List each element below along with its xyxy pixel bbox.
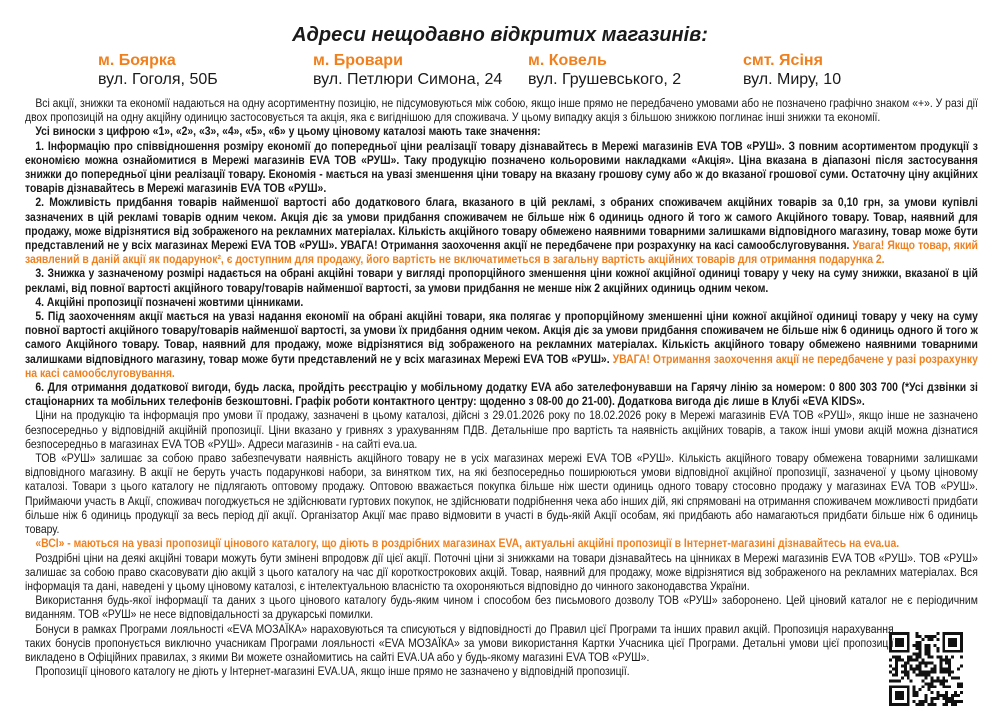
qr-module	[930, 703, 933, 706]
qr-module	[942, 679, 945, 682]
qr-module	[930, 685, 933, 688]
qr-module	[913, 688, 916, 691]
footnote-2-text: 2. Можливість придбання товарів найменшої вартості або додаткового блага, вказаного в цій рекламі, з обраних споживачем акційних товарів за 0,10 грн, за умови купівлі зазначених в цій рекламі товарів одним чеком. Акція діє за умови придбання споживачем не більше ніж 6 одиниць одного й того ж самого Акційного товару. Товар, наявний для продажу, може відрізнятися від зображеного на рекламних матеріалах. Кількість акційного товару обмежено наявними товарними залишками відповідного магазину, товар може бути представлений не у всіх магазинах Мережі EVA ТОВ «РУШ». УВАГА! Отримання заохочення акції не передбачене при розрахунку на касі самообслуговування.	[25, 195, 978, 253]
qr-module	[913, 694, 916, 697]
qr-module	[925, 694, 928, 697]
qr-module	[910, 679, 913, 682]
qr-module	[942, 697, 945, 700]
qr-module	[930, 682, 933, 685]
footnote-1: 1. Інформацію про співвідношення розміру економії до попередньої ціни реалізації товару дізнавайтесь в Мережі магазинів EVA ТОВ «РУШ». З повним асортиментом продукції з економією можна ознайомитися в Мережі магазинів EVA ТОВ «РУШ». Таку продукцію позначено кольоровими накладками «Акція». Ціна вказана в діапазоні після застосування знижки до попередньої ціни реалізації товару. Економія - мається на увазі зменшення ціни товару на вказану грошову суму або ж до вказаної грошової суми. Остаточну ціну акційних товарів дізнавайтесь в Мережі магазинів EVA ТОВ «РУШ».	[25, 138, 978, 196]
qr-module	[948, 685, 951, 688]
qr-module	[945, 685, 948, 688]
qr-module	[939, 694, 942, 697]
qr-module	[930, 679, 933, 682]
qr-module	[895, 691, 904, 700]
qr-module	[948, 700, 951, 703]
qr-module	[954, 703, 957, 706]
qr-module	[933, 679, 936, 682]
qr-module	[936, 697, 939, 700]
qr-module	[933, 697, 936, 700]
qr-module	[960, 682, 963, 685]
qr-module	[913, 691, 916, 694]
store-city: м. Бровари	[313, 52, 403, 69]
qr-module	[939, 682, 942, 685]
qr-module	[954, 691, 957, 694]
qr-module	[916, 703, 919, 706]
qr-module	[939, 679, 942, 682]
qr-module	[945, 700, 948, 703]
qr-module	[960, 685, 963, 688]
qr-module	[930, 691, 933, 694]
qr-module	[945, 697, 948, 700]
qr-module	[954, 700, 957, 703]
qr-module	[948, 697, 951, 700]
qr-module	[942, 703, 945, 706]
store-boyarka	[98, 52, 218, 89]
qr-module	[933, 685, 936, 688]
qr-module	[936, 691, 939, 694]
footnote-4: 4. Акційні пропозиції позначені жовтими цінниками.	[35, 294, 304, 309]
qr-module	[913, 685, 916, 688]
qr-module	[919, 703, 922, 706]
qr-module	[942, 682, 945, 685]
qr-module	[925, 700, 928, 703]
qr-module	[942, 685, 945, 688]
qr-module	[930, 697, 933, 700]
qr-module	[892, 679, 895, 682]
qr-module	[922, 679, 925, 682]
qr-module	[919, 688, 922, 691]
paragraph-footnotes-intro: Усі виноски з цифрою «1», «2», «3», «4», «5», «6» у цьому ціновому каталозі мають таке значення:	[35, 124, 541, 139]
qr-module	[927, 682, 930, 685]
paragraph-online: Пропозиції цінового каталогу не діють у Інтернет-магазині EVA.UA, якщо інше прямо не зазначено у відповідній пропозиції.	[35, 664, 630, 679]
qr-module	[954, 694, 957, 697]
qr-module	[957, 682, 960, 685]
qr-module	[925, 682, 928, 685]
qr-module	[951, 700, 954, 703]
qr-module	[951, 703, 954, 706]
store-brovary	[313, 52, 502, 89]
qr-module	[916, 691, 919, 694]
qr-module	[898, 679, 901, 682]
footnote-2-warning: Увага! Якщо товар, який заявлений в даній акції як подарунок², є доступним для продажу, його вартість не включатиметься в загальну вартість акційних товарів для отримання подарунка 2.	[25, 238, 978, 267]
paragraph-bonus: Бонуси в рамках Програми лояльності «EVA МОЗАЇКА» нараховуються та списуються у відповідності до Правил цієї Програми та інших правил акцій. Пропозиція нарахування таких бонусів пропонується виключно учасникам Програми лояльності «EVA МОЗАЇКА» за умови використання Картки Учасника цієї Програми. Детальні умови цієї пропозиції викладено в Офіційних правилах, з якими Ви можете ознайомитись на сайті EVA.UA або у будь-якому магазині EVA ТОВ «РУШ».	[25, 621, 894, 664]
qr-module	[957, 700, 960, 703]
qr-module	[945, 703, 948, 706]
qr-module	[951, 697, 954, 700]
store-city: смт. Ясіня	[743, 52, 823, 69]
qr-module	[930, 700, 933, 703]
qr-module	[927, 688, 930, 691]
paragraph-general: Всі акції, знижки та економії надаються на одну асортиментну позицію, не підсумовуються між собою, якщо інше прямо не передбачено умовами або не позначено графічно знаком «+». У разі дії двох пропозицій на одну акційну одиницю застосовується та акція, яка є вигіднішою для споживача. У цьому випадку акція з більшою знижкою поглинає інші знижки та економії.	[25, 96, 978, 125]
footnote-5	[25, 309, 978, 380]
qr-module	[916, 694, 919, 697]
qr-module	[945, 691, 948, 694]
qr-module	[960, 691, 963, 694]
paragraph-usage: Використання будь-якої інформації та даних з цього цінового каталогу будь-яким чином і способом без письмового дозволу ТОВ «РУШ» заборонено. Цей ціновий каталог не є періодичним виданням. ТОВ «РУШ» не несе відповідальності за друкарські помилки.	[25, 593, 978, 622]
qr-module	[936, 679, 939, 682]
page-title: Адреси нещодавно відкритих магазинів:	[292, 24, 708, 46]
store-city: м. Боярка	[98, 52, 176, 69]
qr-module	[922, 700, 925, 703]
store-address: вул. Миру, 10	[743, 71, 842, 88]
qr-module	[957, 685, 960, 688]
qr-module	[927, 703, 930, 706]
qr-module	[945, 694, 948, 697]
qr-module	[960, 700, 963, 703]
store-address: вул. Грушевського, 2	[528, 71, 682, 88]
qr-module	[895, 679, 898, 682]
qr-module	[919, 700, 922, 703]
qr-module	[957, 694, 960, 697]
terms-text	[25, 96, 978, 678]
footnote-2	[25, 195, 978, 266]
qr-module	[889, 679, 892, 682]
store-kovel	[528, 52, 681, 89]
footnote-5-text: 5. Під заохоченням акції мається на увазі надання економії на обрані акційні товари, яка полягає у пропорційному зменшенні ціни кожної акційної одиниці товару у чеку на суму повної вартості акційного товару/товарів найменшої вартості, за умови їх придбання одним чеком. Акція діє за умови придбання споживачем не більше ніж 6 одиниць одного й того ж самого Акційного товару. Товар, наявний для продажу, може відрізнятися від зображеного на рекламних матеріалах. Кількість акційного товару обмежено наявними товарними залишками відповідного магазину, товар може бути представлений не у всіх магазинах Мережі EVA ТОВ «РУШ».	[25, 309, 978, 366]
paragraph-retail: Роздрібні ціни на деякі акційні товари можуть бути змінені впродовж дії цієї акції. Поточні ціни зі знижками на товари дізнавайтесь на цінниках в Мережі магазинів EVA ТОВ «РУШ». ТОВ «РУШ» залишає за собою право скасовувати дію акцій з цього каталогу на час дії короткострокових акцій. Товар, наявний для продажу, може відрізнятися від зображеного на рекламних матеріалах. Вся інформація та дані, наведені у цьому ціновому каталозі, є інтелектуальною власністю та охороняються відповідно до чинного законодавства України.	[25, 550, 978, 593]
qr-module	[925, 697, 928, 700]
qr-module	[922, 703, 925, 706]
qr-module	[942, 694, 945, 697]
footnote-3: 3. Знижка у зазначеному розмірі надається на обрані акційні товари у вигляді пропорційного зменшення ціни кожної акційної одиниці товару у чеку на суму знижки, вказаної в цій рекламі, від повної вартості акційного товару/товарів найменшої вартості, за умови придбання не менше ніж 2 акційних одиниць одним чеком.	[25, 266, 978, 295]
store-address: вул. Гоголя, 50Б	[98, 71, 218, 88]
paragraph-all-note: «ВСІ» - маються на увазі пропозиції цінового каталогу, що діють в роздрібних магазинах EVA, актуальні акційні пропозиції в Інтернет-магазині дізнавайтесь на eva.ua.	[35, 536, 900, 551]
footnote-5-warning: УВАГА! Отримання заохочення акції не передбачене у разі розрахунку на касі самообслуговування.	[25, 351, 978, 380]
store-address: вул. Петлюри Симона, 24	[313, 71, 503, 88]
qr-module	[913, 700, 916, 703]
footnote-6: 6. Для отримання додаткової вигоди, будь ласка, пройдіть реєстрацію у мобільному додатку EVA або зателефонувавши на Гарячу лінію за номером: 0 800 303 700 (*Усі дзвінки зі стаціонарних та мобільних телефонів безкоштовні. Графік роботи контактного центру: щоденно з 08-00 до 21-00). Додаткова вигода діє лише в Клубі «EVA KIDS».	[25, 380, 978, 409]
qr-module	[927, 685, 930, 688]
paragraph-prices: Ціни на продукцію та інформація про умови її продажу, зазначені в цьому каталозі, дійсні з 29.01.2026 року по 18.02.2026 року в Мережі магазинів EVA ТОВ «РУШ», якщо інше не зазначено безпосередньо у відповідній акційній пропозиції. Ціни вказано у гривнях з урахуванням ПДВ. Детальніше про вартість та наявність акційних товарів, а також інші умови акцій можна дізнатися безпосередньо в магазинах EVA ТОВ «РУШ». Адреси магазинів - на сайті eva.ua.	[25, 408, 978, 451]
qr-module	[933, 703, 936, 706]
store-yasinia	[743, 52, 841, 89]
qr-module	[951, 694, 954, 697]
store-city: м. Ковель	[528, 52, 607, 69]
qr-module	[936, 694, 939, 697]
qr-module	[945, 679, 948, 682]
qr-module	[922, 685, 925, 688]
paragraph-rush-rights: ТОВ «РУШ» залишає за собою право забезпечувати наявність акційного товару не в усіх магазинах мережі EVA ТОВ «РУШ». Кількість акційного товару обмежена товарними залишками відповідного магазину. В акції не беруть участь подарункові набори, за винятком тих, на які безпосередньо поширюються умови відповідної акційної пропозиції, зазначеної у цьому ціновому каталозі. Товари з цього каталогу не підлягають оптовому продажу. Оптовою вважається покупка більше ніж шести одиниць одного товару стосовно продажу у магазинах EVA ТОВ «РУШ». Приймаючи участь в Акції, споживач погоджується не здійснювати гуртових покупок, не здійснювати подрібнення чека або інших дій, які спрямовані на отримання споживачем можливості придбати більше ніж 6 одиниць продукції за весь період дії акції. Організатор Акції має право відмовити в участі в будь-якій Акції особам, які придбають або намагаються придбати більше ніж 6 одиниць товару.	[25, 451, 978, 537]
